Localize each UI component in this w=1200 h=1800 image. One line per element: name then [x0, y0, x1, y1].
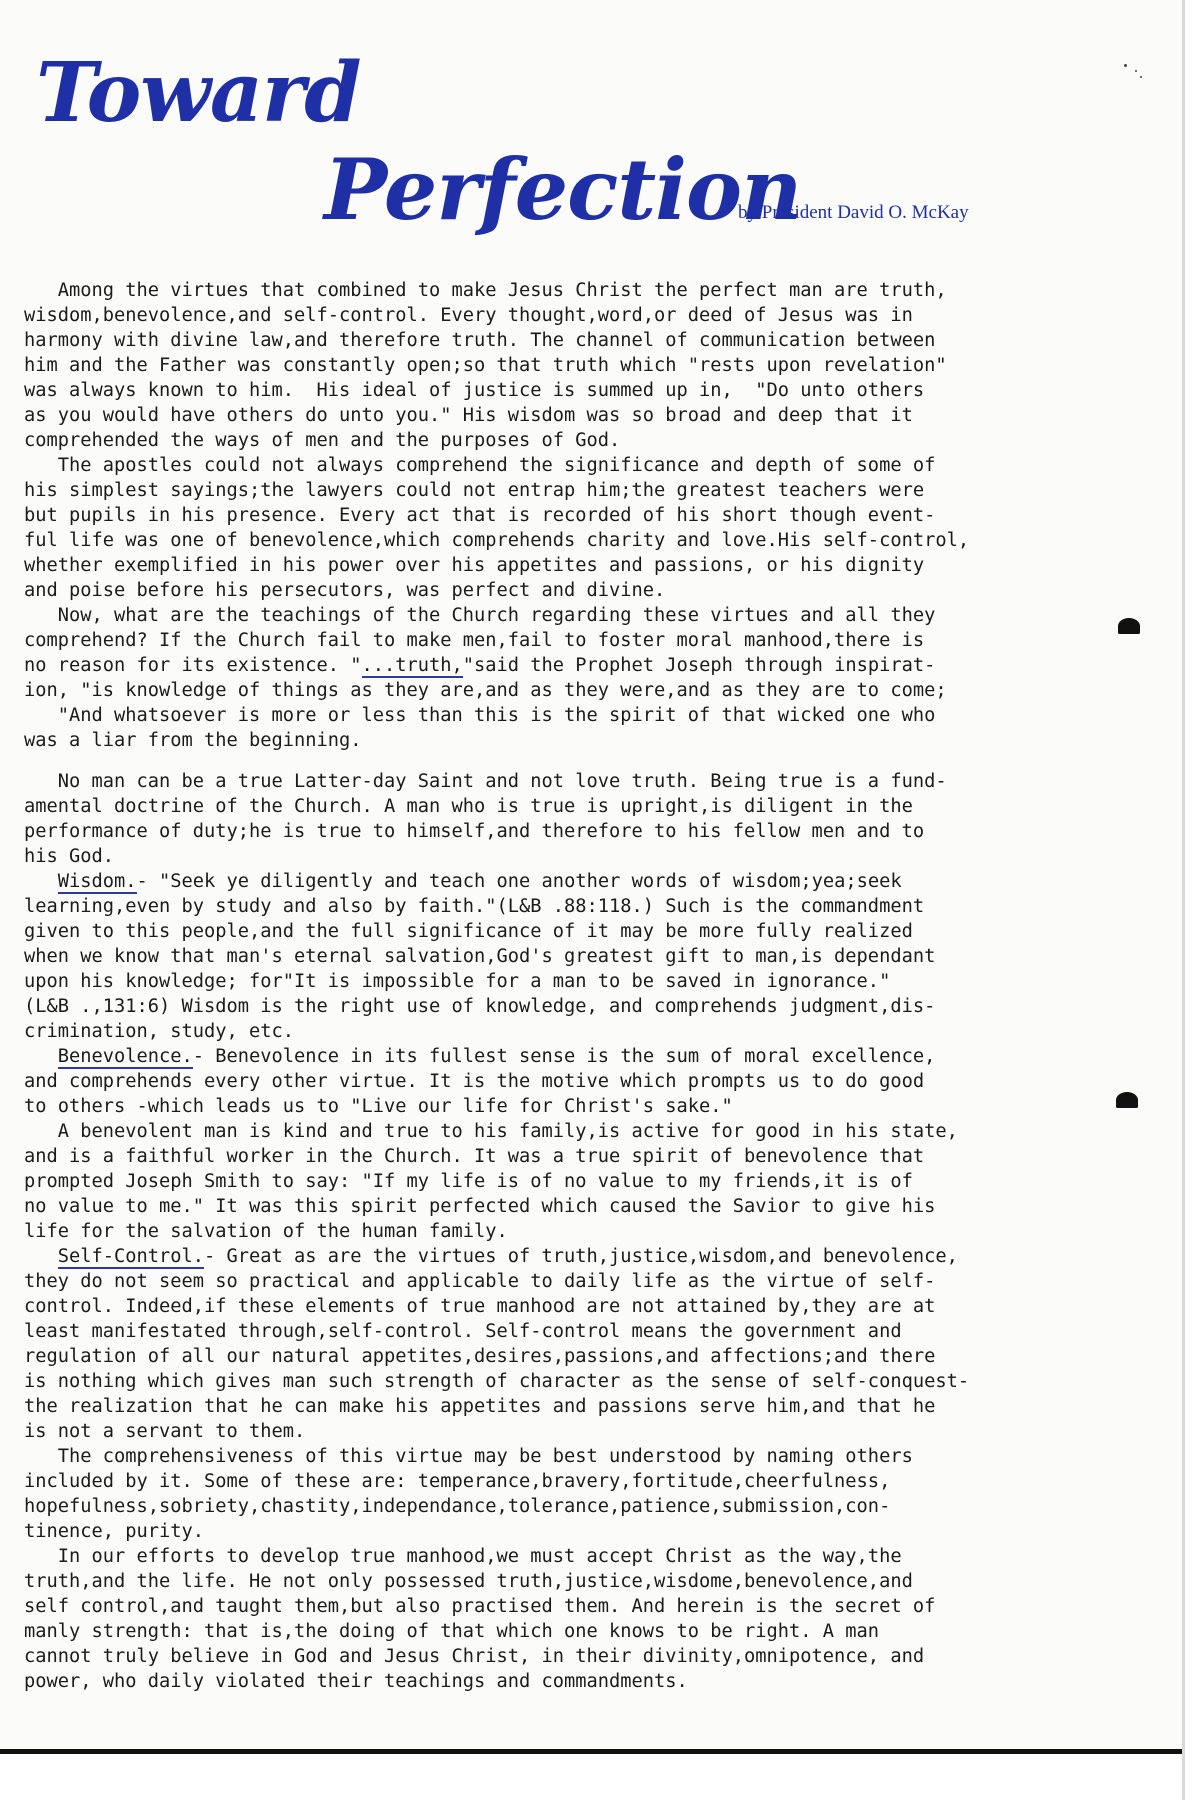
text-line: A benevolent man is kind and true to his family,is active for good in his state,	[24, 1121, 958, 1142]
speck-mark	[1135, 70, 1137, 72]
text-line: and comprehends every other virtue. It is the motive which prompts us to do good	[24, 1071, 925, 1092]
title-line-1: Toward	[36, 45, 361, 141]
text-line: self control,and taught them,but also practised them. And herein is the secret of	[24, 1596, 936, 1617]
text-run: - Great as are the virtues of truth,justice,wisdom,and benevolence,	[204, 1246, 958, 1267]
byline: by President David O. McKay	[738, 202, 969, 223]
heading-self-control: Self-Control.	[57, 1246, 205, 1267]
text-line: and is a faithful worker in the Church. It was a true spirit of benevolence that	[24, 1146, 925, 1167]
speck-mark	[1140, 76, 1142, 78]
text-line: as you would have others do unto you." His wisdom was so broad and deep that it	[24, 405, 913, 426]
text-line: ion, "is knowledge of things as they are,and as they were,and as they are to come;	[24, 680, 947, 701]
text-line: is not a servant to them.	[24, 1421, 306, 1442]
text-line: is nothing which gives man such strength of character as the sense of self-conquest-	[24, 1371, 970, 1392]
underlined-truth: ...truth,	[361, 655, 463, 676]
text-line: crimination, study, etc.	[24, 1021, 295, 1042]
text-run: "said the Prophet Joseph through inspirat-	[462, 655, 936, 676]
text-line: when we know that man's eternal salvation,God's greatest gift to man,is dependant	[24, 946, 936, 967]
text-line: least manifestated through,self-control. Self-control means the government and	[24, 1321, 902, 1342]
article-body	[24, 278, 1174, 1719]
text-line: The comprehensiveness of this virtue may be best understood by naming others	[24, 1446, 913, 1467]
text-line: they do not seem so practical and applicable to daily life as the virtue of self-	[24, 1271, 936, 1292]
text-line: no value to me." It was this spirit perfected which caused the Savior to give his	[24, 1196, 936, 1217]
text-line	[24, 1244, 1174, 1269]
text-line: learning,even by study and also by faith."(L&B .88:118.) Such is the commandment	[24, 896, 925, 917]
text-line: comprehended the ways of men and the purposes of God.	[24, 430, 621, 451]
text-line: whether exemplified in his power over his appetites and passions, or his dignity	[24, 555, 925, 576]
text-line: regulation of all our natural appetites,desires,passions,and affections;and there	[24, 1346, 936, 1367]
text-line: given to this people,and the full significance of it may be more fully realized	[24, 921, 913, 942]
text-line: Among the virtues that combined to make Jesus Christ the perfect man are truth,	[24, 280, 947, 301]
text-line: but pupils in his presence. Every act that is recorded of his short though event-	[24, 505, 936, 526]
text-line: (L&B .,131:6) Wisdom is the right use of knowledge, and comprehends judgment,dis-	[24, 996, 936, 1017]
text-line: No man can be a true Latter-day Saint and not love truth. Being true is a fund-	[24, 771, 947, 792]
speck-mark	[1124, 64, 1127, 67]
bottom-margin	[0, 1754, 1182, 1800]
text-line	[24, 869, 1174, 894]
text-line: to others -which leads us to "Live our life for Christ's sake."	[24, 1096, 733, 1117]
text-line: life for the salvation of the human family.	[24, 1221, 508, 1242]
text-run: no reason for its existence. "	[24, 655, 362, 676]
text-line: truth,and the life. He not only possessed truth,justice,wisdome,benevolence,and	[24, 1571, 913, 1592]
text-line: Now, what are the teachings of the Church regarding these virtues and all they	[24, 605, 936, 626]
text-line: manly strength: that is,the doing of that which one knows to be right. A man	[24, 1621, 880, 1642]
text-line: cannot truly believe in God and Jesus Christ, in their divinity,omnipotence, and	[24, 1646, 925, 1667]
text-line: his God.	[24, 846, 115, 867]
text-line: performance of duty;he is true to himself,and therefore to his fellow men and to	[24, 821, 925, 842]
text-line: the realization that he can make his appetites and passions serve him,and that he	[24, 1396, 936, 1417]
text-run: - "Seek ye diligently and teach one another words of wisdom;yea;seek	[136, 871, 902, 892]
page-edge	[1185, 0, 1200, 1800]
text-line: wisdom,benevolence,and self-control. Every thought,word,or deed of Jesus was in	[24, 305, 913, 326]
text-line: power, who daily violated their teachings and commandments.	[24, 1671, 688, 1692]
text-run: - Benevolence in its fullest sense is the sum of moral excellence,	[192, 1046, 936, 1067]
text-line: hopefulness,sobriety,chastity,independance,tolerance,patience,submission,con-	[24, 1496, 891, 1517]
text-line: comprehend? If the Church fail to make men,fail to foster moral manhood,there is	[24, 630, 925, 651]
text-line: harmony with divine law,and therefore truth. The channel of communication between	[24, 330, 936, 351]
text-line: "And whatsoever is more or less than this is the spirit of that wicked one who	[24, 705, 936, 726]
heading-benevolence: Benevolence.	[57, 1046, 193, 1067]
text-line: prompted Joseph Smith to say: "If my life is of no value to my friends,it is of	[24, 1171, 913, 1192]
text-line: and poise before his persecutors, was perfect and divine.	[24, 580, 666, 601]
text-line: control. Indeed,if these elements of true manhood are not attained by,they are at	[24, 1296, 936, 1317]
text-line: his simplest sayings;the lawyers could not entrap him;the greatest teachers were	[24, 480, 925, 501]
text-line: tinence, purity.	[24, 1521, 205, 1542]
text-line: The apostles could not always comprehend the significance and depth of some of	[24, 455, 936, 476]
title-line-2: Perfection	[324, 140, 802, 239]
text-line: ful life was one of benevolence,which comprehends charity and love.His self-control,	[24, 530, 970, 551]
text-line: amental doctrine of the Church. A man who is true is upright,is diligent in the	[24, 796, 913, 817]
text-line: included by it. Some of these are: temperance,bravery,fortitude,cheerfulness,	[24, 1471, 891, 1492]
text-line: upon his knowledge; for"It is impossible for a man to be saved in ignorance."	[24, 971, 891, 992]
text-line: In our efforts to develop true manhood,we must accept Christ as the way,the	[24, 1546, 902, 1567]
text-line	[24, 1694, 1174, 1719]
text-line: was always known to him. His ideal of justice is summed up in, "Do unto others	[24, 380, 925, 401]
text-line	[24, 1044, 1174, 1069]
paragraph-gap	[24, 753, 1174, 769]
text-line: him and the Father was constantly open;so that truth which "rests upon revelation"	[24, 355, 947, 376]
heading-wisdom: Wisdom.	[57, 871, 137, 892]
text-line	[24, 653, 1174, 678]
text-line: was a liar from the beginning.	[24, 730, 362, 751]
